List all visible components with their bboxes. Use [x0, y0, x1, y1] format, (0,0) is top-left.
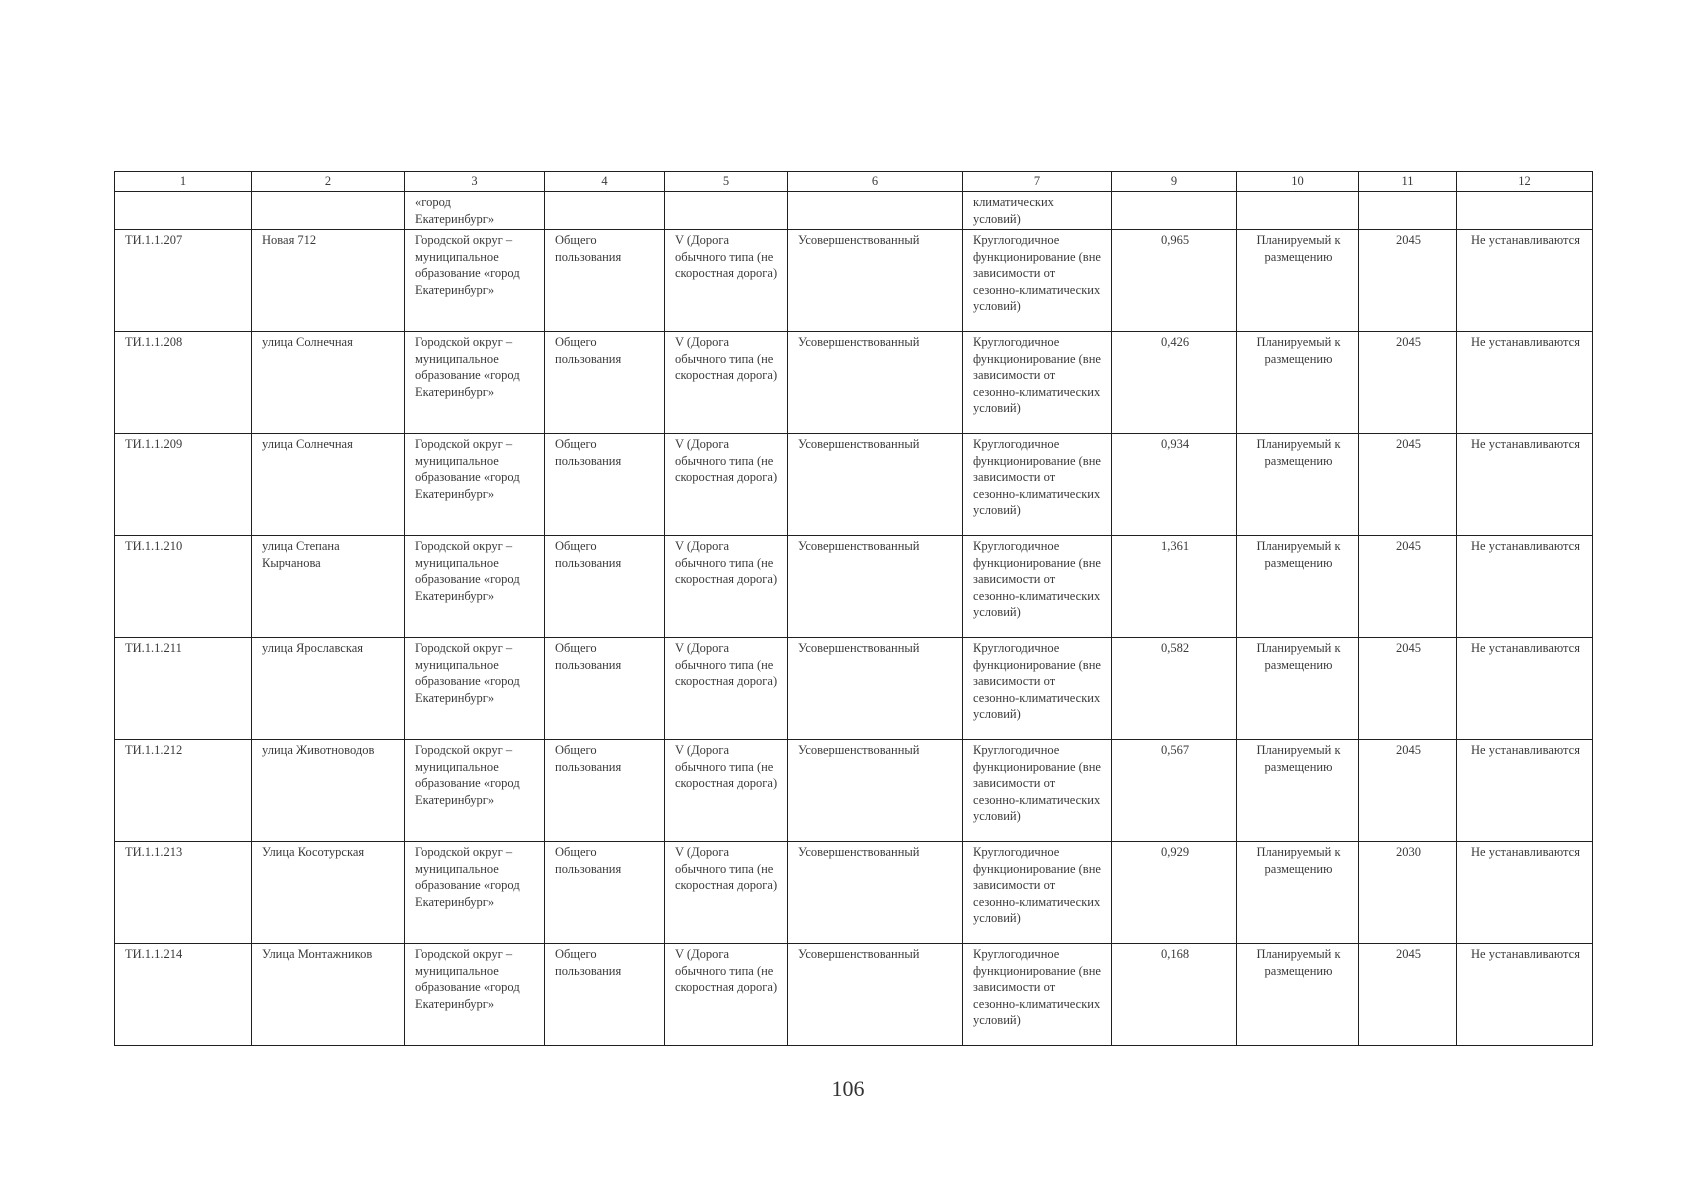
cell-id: ТИ.1.1.210 [115, 536, 252, 638]
cell-id: ТИ.1.1.211 [115, 638, 252, 740]
cell-operation-mode: Круглогодичное функционирование (вне зависимости от сезонно-климатических условий) [963, 536, 1112, 638]
cell-name: улица Солнечная [252, 434, 405, 536]
cell-surface-type: Усовершенствованный [788, 944, 963, 1046]
cell-status: Планируемый к размещению [1237, 230, 1359, 332]
column-number: 2 [252, 172, 405, 192]
page-number: 106 [831, 1076, 865, 1101]
cell-zone: Не устанавливаются [1457, 434, 1593, 536]
cell-purpose: Общего пользования [545, 434, 665, 536]
cell-name [252, 192, 405, 230]
cell-length: 1,361 [1112, 536, 1237, 638]
cell-purpose: Общего пользования [545, 536, 665, 638]
cell-zone: Не устанавливаются [1457, 842, 1593, 944]
cell-status [1237, 192, 1359, 230]
cell-year: 2045 [1359, 434, 1457, 536]
cell-length: 0,426 [1112, 332, 1237, 434]
column-number: 7 [963, 172, 1112, 192]
cell-name: Улица Косотурская [252, 842, 405, 944]
cell-length: 0,168 [1112, 944, 1237, 1046]
cell-surface-type: Усовершенствованный [788, 332, 963, 434]
cell-surface-type: Усовершенствованный [788, 842, 963, 944]
column-number: 12 [1457, 172, 1593, 192]
table-row [115, 332, 1593, 434]
column-number: 11 [1359, 172, 1457, 192]
cell-name: улица Солнечная [252, 332, 405, 434]
cell-zone: Не устанавливаются [1457, 230, 1593, 332]
cell-operation-mode: климатических условий) [963, 192, 1112, 230]
cell-year [1359, 192, 1457, 230]
cell-operation-mode: Круглогодичное функционирование (вне зависимости от сезонно-климатических условий) [963, 434, 1112, 536]
column-number: 4 [545, 172, 665, 192]
column-number: 9 [1112, 172, 1237, 192]
cell-length: 0,582 [1112, 638, 1237, 740]
cell-purpose: Общего пользования [545, 842, 665, 944]
cell-status: Планируемый к размещению [1237, 638, 1359, 740]
cell-status: Планируемый к размещению [1237, 842, 1359, 944]
table-row [115, 740, 1593, 842]
cell-road-class [665, 192, 788, 230]
cell-id [115, 192, 252, 230]
cell-operation-mode: Круглогодичное функционирование (вне зависимости от сезонно-климатических условий) [963, 638, 1112, 740]
cell-surface-type: Усовершенствованный [788, 740, 963, 842]
cell-operation-mode: Круглогодичное функционирование (вне зависимости от сезонно-климатических условий) [963, 332, 1112, 434]
column-number: 10 [1237, 172, 1359, 192]
cell-name: улица Животноводов [252, 740, 405, 842]
cell-municipality: Городской округ – муниципальное образование «город Екатеринбург» [405, 434, 545, 536]
cell-status: Планируемый к размещению [1237, 332, 1359, 434]
cell-zone [1457, 192, 1593, 230]
document-table-container [114, 171, 1592, 1046]
cell-road-class: V (Дорога обычного типа (не скоростная дорога) [665, 230, 788, 332]
cell-road-class: V (Дорога обычного типа (не скоростная дорога) [665, 536, 788, 638]
cell-operation-mode: Круглогодичное функционирование (вне зависимости от сезонно-климатических условий) [963, 230, 1112, 332]
cell-zone: Не устанавливаются [1457, 944, 1593, 1046]
cell-status: Планируемый к размещению [1237, 434, 1359, 536]
cell-status: Планируемый к размещению [1237, 536, 1359, 638]
cell-municipality: Городской округ – муниципальное образование «город Екатеринбург» [405, 536, 545, 638]
cell-operation-mode: Круглогодичное функционирование (вне зависимости от сезонно-климатических условий) [963, 842, 1112, 944]
cell-length [1112, 192, 1237, 230]
cell-road-class: V (Дорога обычного типа (не скоростная дорога) [665, 842, 788, 944]
cell-length: 0,567 [1112, 740, 1237, 842]
cell-road-class: V (Дорога обычного типа (не скоростная дорога) [665, 332, 788, 434]
cell-municipality: Городской округ – муниципальное образование «город Екатеринбург» [405, 842, 545, 944]
column-number: 1 [115, 172, 252, 192]
cell-road-class: V (Дорога обычного типа (не скоростная дорога) [665, 740, 788, 842]
cell-municipality: Городской округ – муниципальное образование «город Екатеринбург» [405, 230, 545, 332]
cell-year: 2045 [1359, 944, 1457, 1046]
cell-municipality: Городской округ – муниципальное образование «город Екатеринбург» [405, 638, 545, 740]
cell-id: ТИ.1.1.209 [115, 434, 252, 536]
cell-length: 0,965 [1112, 230, 1237, 332]
cell-road-class: V (Дорога обычного типа (не скоростная дорога) [665, 434, 788, 536]
cell-id: ТИ.1.1.213 [115, 842, 252, 944]
cell-id: ТИ.1.1.212 [115, 740, 252, 842]
cell-surface-type: Усовершенствованный [788, 230, 963, 332]
column-number: 6 [788, 172, 963, 192]
cell-surface-type: Усовершенствованный [788, 536, 963, 638]
cell-id: ТИ.1.1.208 [115, 332, 252, 434]
cell-status: Планируемый к размещению [1237, 740, 1359, 842]
column-number: 5 [665, 172, 788, 192]
cell-purpose: Общего пользования [545, 230, 665, 332]
continuation-row [115, 192, 1593, 230]
cell-zone: Не устанавливаются [1457, 638, 1593, 740]
cell-municipality: Городской округ – муниципальное образование «город Екатеринбург» [405, 944, 545, 1046]
column-number: 3 [405, 172, 545, 192]
cell-name: улица Степана Кырчанова [252, 536, 405, 638]
cell-id: ТИ.1.1.207 [115, 230, 252, 332]
cell-year: 2045 [1359, 332, 1457, 434]
cell-year: 2045 [1359, 230, 1457, 332]
table-row [115, 230, 1593, 332]
cell-length: 0,934 [1112, 434, 1237, 536]
cell-name: Новая 712 [252, 230, 405, 332]
cell-surface-type: Усовершенствованный [788, 638, 963, 740]
column-number-row [115, 172, 1593, 192]
cell-zone: Не устанавливаются [1457, 740, 1593, 842]
cell-municipality: Городской округ – муниципальное образование «город Екатеринбург» [405, 740, 545, 842]
cell-operation-mode: Круглогодичное функционирование (вне зависимости от сезонно-климатических условий) [963, 944, 1112, 1046]
cell-purpose: Общего пользования [545, 638, 665, 740]
cell-purpose: Общего пользования [545, 740, 665, 842]
cell-year: 2045 [1359, 536, 1457, 638]
table-row [115, 842, 1593, 944]
cell-surface-type: Усовершенствованный [788, 434, 963, 536]
cell-municipality: Городской округ – муниципальное образование «город Екатеринбург» [405, 332, 545, 434]
objects-table [114, 171, 1593, 1046]
table-row [115, 944, 1593, 1046]
cell-zone: Не устанавливаются [1457, 536, 1593, 638]
cell-year: 2030 [1359, 842, 1457, 944]
cell-purpose [545, 192, 665, 230]
cell-purpose: Общего пользования [545, 944, 665, 1046]
cell-surface-type [788, 192, 963, 230]
cell-length: 0,929 [1112, 842, 1237, 944]
table-row [115, 434, 1593, 536]
cell-year: 2045 [1359, 638, 1457, 740]
cell-status: Планируемый к размещению [1237, 944, 1359, 1046]
table-row [115, 536, 1593, 638]
cell-name: Улица Монтажников [252, 944, 405, 1046]
cell-id: ТИ.1.1.214 [115, 944, 252, 1046]
cell-purpose: Общего пользования [545, 332, 665, 434]
cell-year: 2045 [1359, 740, 1457, 842]
table-row [115, 638, 1593, 740]
cell-zone: Не устанавливаются [1457, 332, 1593, 434]
cell-name: улица Ярославская [252, 638, 405, 740]
cell-road-class: V (Дорога обычного типа (не скоростная дорога) [665, 944, 788, 1046]
cell-municipality: «город Екатеринбург» [405, 192, 545, 230]
table-body [115, 192, 1593, 1046]
cell-operation-mode: Круглогодичное функционирование (вне зависимости от сезонно-климатических условий) [963, 740, 1112, 842]
cell-road-class: V (Дорога обычного типа (не скоростная дорога) [665, 638, 788, 740]
